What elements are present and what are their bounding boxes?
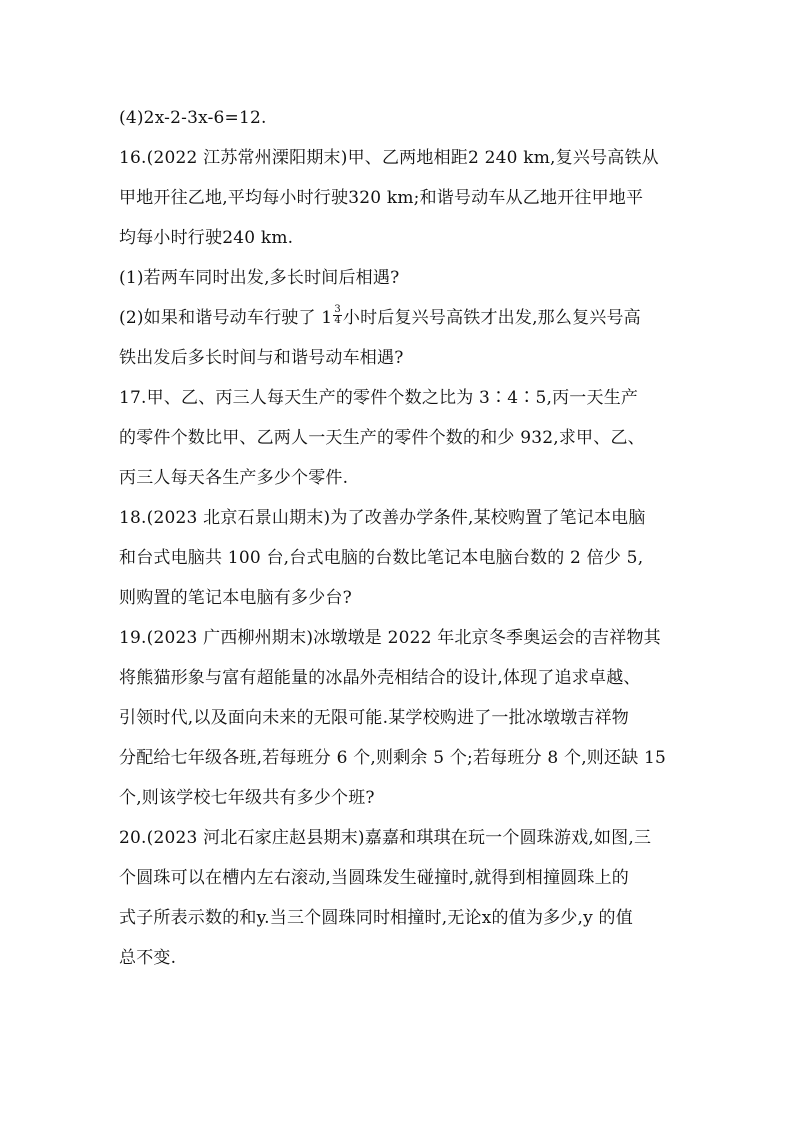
text-line <box>119 938 679 978</box>
line-text: 式子所表示数的和y.当三个圆珠同时相撞时,无论x的值为多少,y 的值 <box>119 908 633 928</box>
text-line <box>119 538 679 578</box>
text-line <box>119 418 679 458</box>
fraction-numerator: 3 <box>334 304 341 315</box>
line-text: 20.(2023 河北石家庄赵县期末)嘉嘉和琪琪在玩一个圆珠游戏,如图,三 <box>119 828 652 848</box>
line-text: 均每小时行驶240 km. <box>119 228 294 248</box>
line-text: 分配给七年级各班,若每班分 6 个,则剩余 5 个;若每班分 8 个,则还缺 15 <box>119 748 667 768</box>
line-text: 总不变. <box>119 948 177 968</box>
document-page <box>119 98 679 978</box>
text-line <box>119 698 679 738</box>
text-line <box>119 658 679 698</box>
text-line <box>119 898 679 938</box>
text-line <box>119 458 679 498</box>
line-text: 个,则该学校七年级共有多少个班? <box>119 788 375 808</box>
text-line <box>119 738 679 778</box>
text-line <box>119 578 679 618</box>
fraction-denominator: 4 <box>334 315 341 326</box>
line-text: 丙三人每天各生产多少个零件. <box>119 468 349 488</box>
text-line <box>119 258 679 298</box>
line-text: 16.(2022 江苏常州溧阳期末)甲、乙两地相距2 240 km,复兴号高铁从 <box>119 148 659 168</box>
line-text: 的零件个数比甲、乙两人一天生产的零件个数的和少 932,求甲、乙、 <box>119 428 645 448</box>
text-line <box>119 778 679 818</box>
text-line <box>119 338 679 378</box>
line-text: 个圆珠可以在槽内左右滚动,当圆珠发生碰撞时,就得到相撞圆珠上的 <box>119 868 630 888</box>
line-text: (2)如果和谐号动车行驶了 1 <box>119 308 333 328</box>
line-text: 17.甲、乙、丙三人每天生产的零件个数之比为 3∶4∶5,丙一天生产 <box>119 388 639 408</box>
line-text: 甲地开往乙地,平均每小时行驶320 km;和谐号动车从乙地开往甲地平 <box>119 188 644 208</box>
problem-16-line <box>119 138 679 178</box>
line-text: (1)若两车同时出发,多长时间后相遇? <box>119 268 400 288</box>
text-line <box>119 98 679 138</box>
line-text: 铁出发后多长时间与和谐号动车相遇? <box>119 348 404 368</box>
line-text: 和台式电脑共 100 台,台式电脑的台数比笔记本电脑台数的 2 倍少 5, <box>119 548 644 568</box>
line-text: 则购置的笔记本电脑有多少台? <box>119 588 352 608</box>
line-text: 小时后复兴号高铁才出发,那么复兴号高 <box>342 308 641 328</box>
text-line-with-fraction <box>119 298 679 338</box>
line-text: 引领时代,以及面向未来的无限可能.某学校购进了一批冰墩墩吉祥物 <box>119 708 630 728</box>
text-line <box>119 178 679 218</box>
problem-17-line <box>119 378 679 418</box>
text-line <box>119 218 679 258</box>
line-text: 19.(2023 广西柳州期末)冰墩墩是 2022 年北京冬季奥运会的吉祥物其 <box>119 628 661 648</box>
problem-20-line <box>119 818 679 858</box>
text-line <box>119 858 679 898</box>
line-text: 将熊猫形象与富有超能量的冰晶外壳相结合的设计,体现了追求卓越、 <box>119 668 641 688</box>
problem-19-line <box>119 618 679 658</box>
line-text: (4)2x-2-3x-6=12. <box>119 108 267 128</box>
problem-18-line <box>119 498 679 538</box>
mixed-fraction <box>333 305 342 326</box>
line-text: 18.(2023 北京石景山期末)为了改善办学条件,某校购置了笔记本电脑 <box>119 508 646 528</box>
